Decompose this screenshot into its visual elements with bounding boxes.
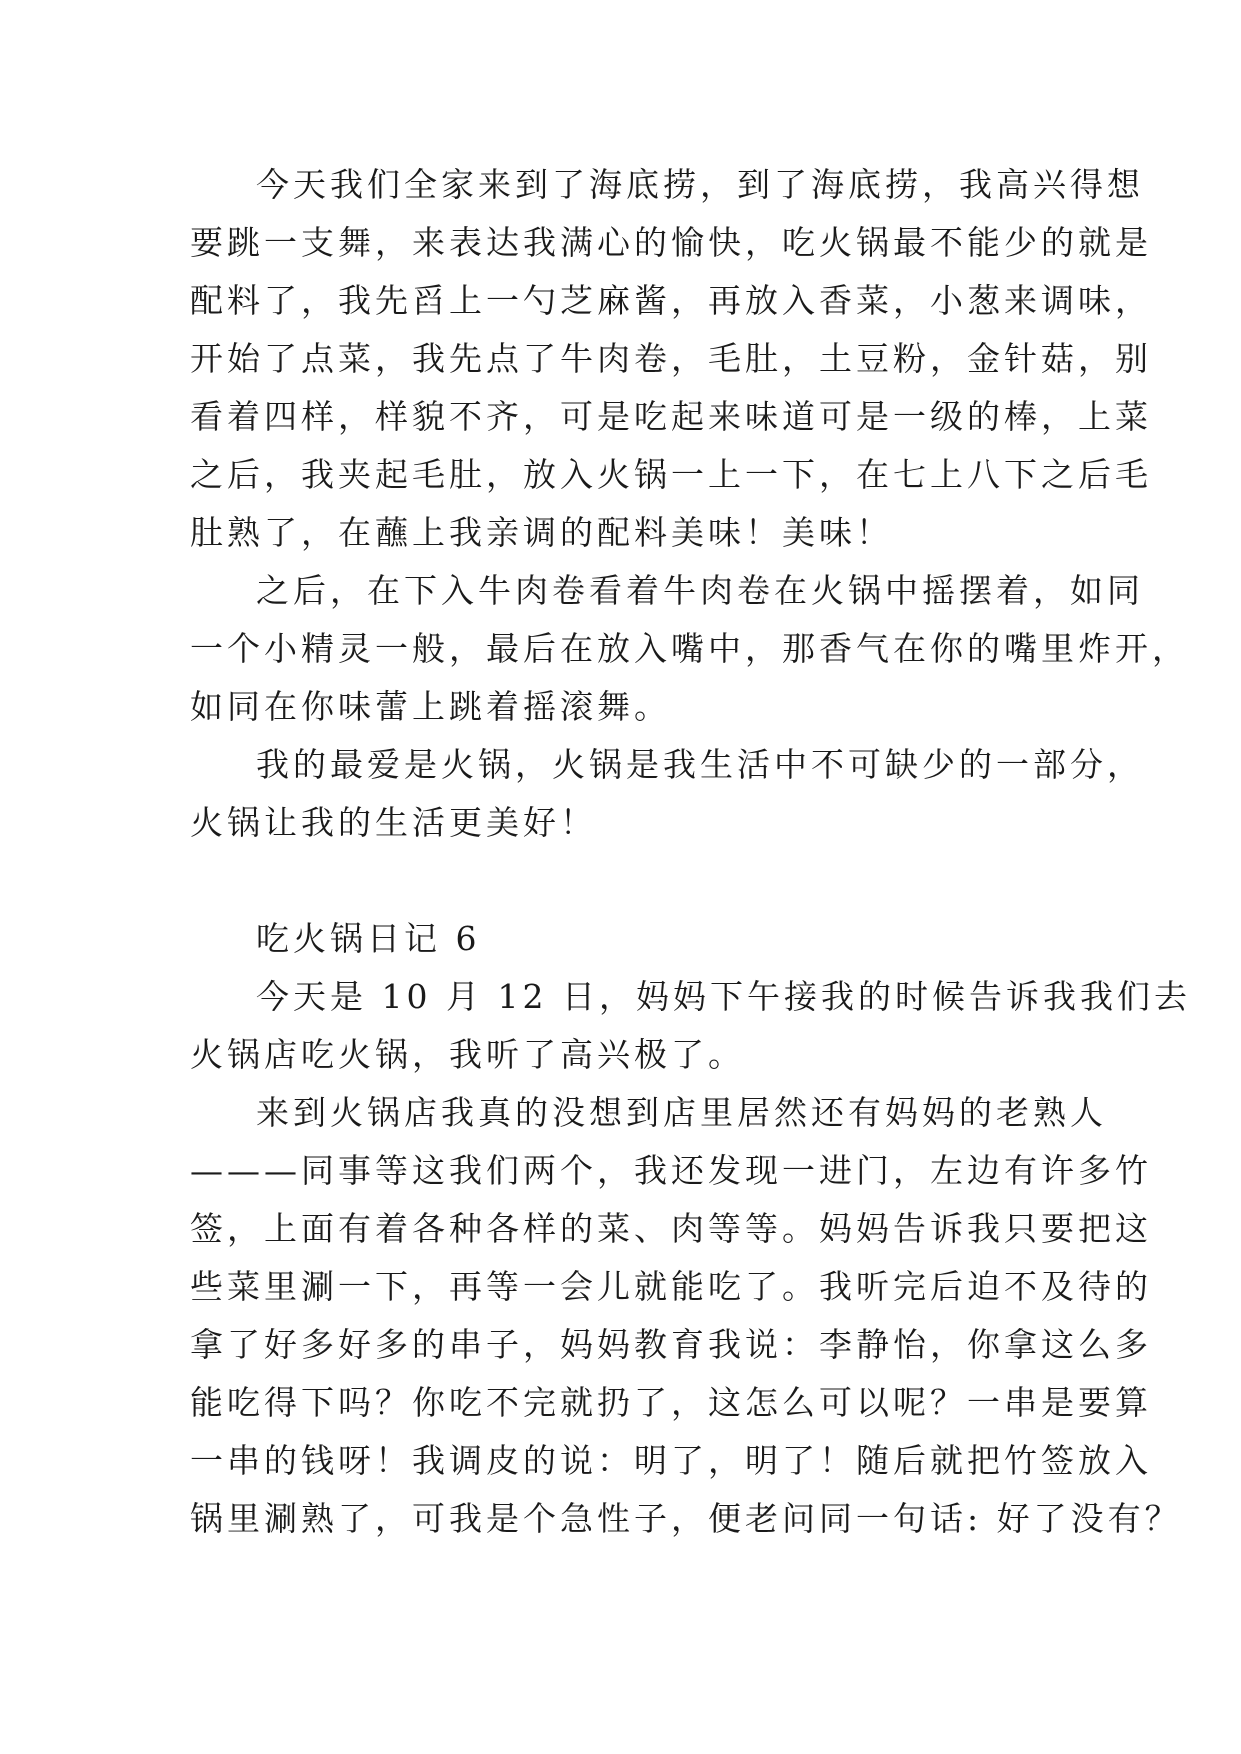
paragraph-line: 火锅让我的生活更美好！ [190, 803, 597, 842]
paragraph-line: 肚熟了，在蘸上我亲调的配料美味！美味！ [190, 513, 893, 552]
paragraph-line: 看着四样，样貌不齐，可是吃起来味道可是一级的棒，上菜 [190, 397, 1152, 436]
paragraph-date [190, 968, 1191, 1084]
paragraph-line: 能吃得下吗？你吃不完就扔了，这怎么可以呢？一串是要算 [190, 1383, 1152, 1422]
paragraph-line: 签，上面有着各种各样的菜、肉等等。妈妈告诉我只要把这 [190, 1209, 1152, 1248]
paragraph-line: 些菜里涮一下，再等一会儿就能吃了。我听完后迫不及待的 [190, 1267, 1152, 1306]
paragraph-line: 一串的钱呀！我调皮的说：明了，明了！随后就把竹签放入 [190, 1441, 1152, 1480]
section-title-text: 吃火锅日记 6 [256, 919, 481, 958]
paragraph-line: 火锅店吃火锅，我听了高兴极了。 [190, 1035, 745, 1074]
paragraph-line: 来到火锅店我真的没想到店里居然还有妈妈的老熟人 [256, 1093, 1107, 1132]
paragraph-line: 锅里涮熟了，可我是个急性子，便老问同一句话: 好了没有？ [190, 1499, 1182, 1538]
paragraph-line: ———同事等这我们两个，我还发现一进门，左边有许多竹 [190, 1151, 1152, 1190]
paragraph-line: 如同在你味蕾上跳着摇滚舞。 [190, 687, 671, 726]
paragraph-line: 今天是 10 月 12 日，妈妈下午接我的时候告诉我我们去 [256, 977, 1191, 1016]
paragraph-line: 开始了点菜，我先点了牛肉卷，毛肚，土豆粉，金针菇，别 [190, 339, 1152, 378]
paragraph-beef-roll [190, 562, 1189, 736]
paragraph-line: 之后，在下入牛肉卷看着牛肉卷在火锅中摇摆着，如同 [256, 571, 1144, 610]
paragraph-favorite [190, 736, 1144, 852]
paragraph-hotpot-visit [190, 156, 1152, 562]
paragraph-line: 一个小精灵一般，最后在放入嘴中，那香气在你的嘴里炸开， [190, 629, 1189, 668]
paragraph-line: 之后，我夹起毛肚，放入火锅一上一下，在七上八下之后毛 [190, 455, 1152, 494]
section-title [190, 910, 1070, 968]
paragraph-line: 拿了好多好多的串子，妈妈教育我说：李静怡，你拿这么多 [190, 1325, 1152, 1364]
paragraph-restaurant [190, 1084, 1182, 1548]
paragraph-line: 要跳一支舞，来表达我满心的愉快，吃火锅最不能少的就是 [190, 223, 1152, 262]
paragraph-line: 配料了，我先舀上一勺芝麻酱，再放入香菜，小葱来调味， [190, 281, 1152, 320]
paragraph-line: 我的最爱是火锅，火锅是我生活中不可缺少的一部分， [256, 745, 1144, 784]
paragraph-line: 今天我们全家来到了海底捞，到了海底捞，我高兴得想 [256, 165, 1144, 204]
